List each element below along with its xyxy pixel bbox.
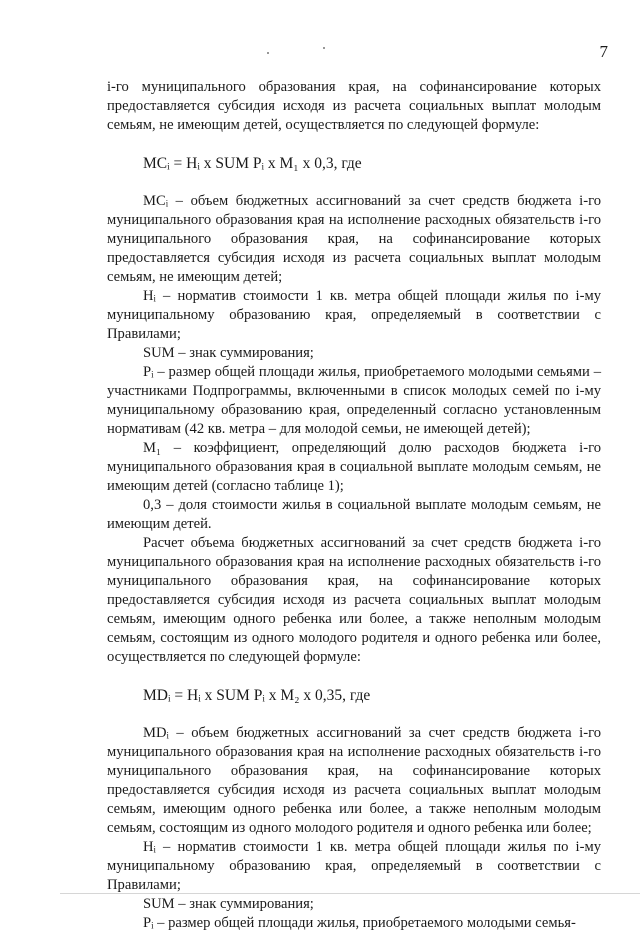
definition-0-3: 0,3 – доля стоимости жилья в социальной выплате молодым семьям, не имеющим детей. <box>107 497 601 532</box>
definition-h: Hᵢ – норматив стоимости 1 кв. метра общей площади жилья по i-му муниципальному образованию края, определяемый в соответствии с Правилами; <box>107 288 601 342</box>
scan-edge-line <box>60 893 640 894</box>
definition-h-2: Hᵢ – норматив стоимости 1 кв. метра общей площади жилья по i-му муниципальному образованию края, определяемый в соответствии с Правилами; <box>107 839 601 893</box>
definition-m1: M₁ – коэффициент, определяющий долю расходов бюджета i-го муниципального образования края в социальной выплате молодым семьям, не имеющим детей (согласно таблице 1); <box>107 440 601 494</box>
definition-md: MDᵢ – объем бюджетных ассигнований за счет средств бюджета i-го муниципального образования края на исполнение расходных обязательств i-го муниципального образования края, на софинансирование которых предоставляется субсидия исходя из расчета социальных выплат молодым семьям, имеющим одного ребенка или более, а также неполным молодым семьям, состоящим из одного молодого родителя и одного ребенка или более; <box>107 725 601 836</box>
paragraph-md-intro: Расчет объема бюджетных ассигнований за счет средств бюджета i-го муниципального образования края на исполнение расходных обязательств i-го муниципального образования края, на софинансирование которых предоставляется субсидия исходя из расчета социальных выплат молодым семьям, имеющим одного ребенка или более, а также неполным молодым семьям, состоящим из одного молодого родителя и одного ребенка или более, осуществляется по следующей формуле: <box>107 535 601 665</box>
body-text <box>107 78 601 933</box>
formula-md: MDᵢ = Hᵢ x SUM Pᵢ x M₂ x 0,35, где <box>143 687 371 704</box>
definition-p-2: Pᵢ – размер общей площади жилья, приобретаемого молодыми семья- <box>143 915 576 931</box>
definition-p: Pᵢ – размер общей площади жилья, приобретаемого молодыми семьями – участниками Подпрограммы, включенными в список молодых семей по i-му муниципальному образованию края, определенный согласно установленным нормативам (42 кв. метра – для молодой семьи, не имеющей детей); <box>107 364 601 437</box>
definition-sum: SUM – знак суммирования; <box>143 345 314 361</box>
scan-speck <box>267 52 269 54</box>
page-number: 7 <box>599 42 608 61</box>
scan-speck <box>323 47 325 49</box>
formula-mc: MCᵢ = Hᵢ x SUM Pᵢ x M₁ x 0,3, где <box>143 155 362 172</box>
definition-mc: MCᵢ – объем бюджетных ассигнований за счет средств бюджета i-го муниципального образования края на исполнение расходных обязательств i-го муниципального образования края, на софинансирование которых предоставляется субсидия исходя из расчета социальных выплат молодым семьям, не имеющим детей; <box>107 193 601 285</box>
definition-sum-2: SUM – знак суммирования; <box>143 896 314 912</box>
paragraph-intro: i-го муниципального образования края, на софинансирование которых предоставляется субсидия исходя из расчета социальных выплат молодым семьям, не имеющим детей, осуществляется по следующей формуле: <box>107 79 601 133</box>
